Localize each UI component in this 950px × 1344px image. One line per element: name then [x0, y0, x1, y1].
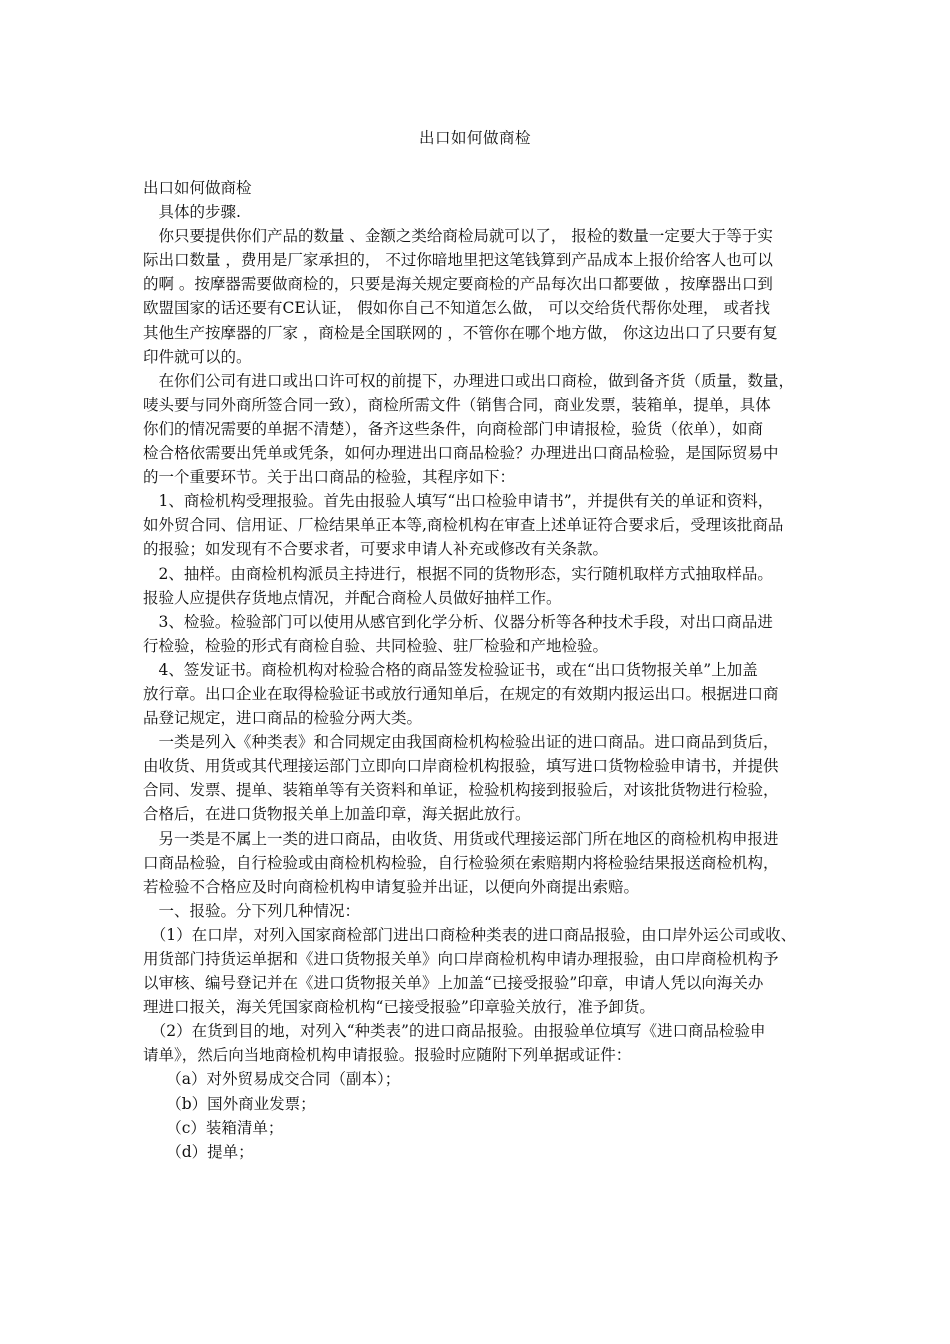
document-title: 出口如何做商检 — [418, 129, 531, 147]
text-line: （1）在口岸，对列入国家商检部门进出口商检种类表的进口商品报验，由口岸外运公司或收、 — [143, 925, 797, 944]
document-body — [143, 176, 828, 1164]
text-line: 印件就可以的。 — [143, 347, 252, 366]
text-line: （d）提单； — [143, 1142, 254, 1161]
text-line: 一类是列入《种类表》和合同规定由我国商检机构检验出证的进口商品。进口商品到货后， — [143, 733, 779, 752]
text-line: 1、商检机构受理报验。首先由报验人填写“出口检验申请书”，并提供有关的单证和资料， — [143, 492, 774, 511]
text-line: 你只要提供你们产品的数量 、金额之类给商检局就可以了， 报检的数量一定要大于等于实 — [143, 227, 773, 246]
text-line: 的报验；如发现有不合要求者，可要求申请人补充或修改有关条款。 — [143, 540, 609, 559]
text-line: 请单》，然后向当地商检机构申请报验。报验时应随附下列单据或证件： — [143, 1046, 632, 1065]
text-line: 以审核、编号登记并在《进口货物报关单》上加盖“已接受报验”印章，申请人凭以向海关办 — [143, 974, 764, 993]
text-line: 唛头要与同外商所签合同一致），商检所需文件（销售合同，商业发票，装箱单，提单，具体 — [143, 395, 771, 414]
text-line: 你们的情况需要的单据不清楚），备齐这些条件，向商检部门申请报检，验货（依单），如商 — [143, 419, 764, 438]
text-line: （b）国外商业发票； — [143, 1094, 316, 1113]
text-line: 口商品检验，自行检验或由商检机构检验，自行检验须在索赔期内将检验结果报送商检机构， — [143, 853, 779, 872]
text-line: 出口如何做商检 — [143, 179, 252, 197]
text-line: 合格后，在进口货物报关单上加盖印章，海关据此放行。 — [143, 805, 531, 824]
text-line: 放行章。出口企业在取得检验证书或放行通知单后，在规定的有效期内报运出口。根据进口商 — [143, 684, 779, 703]
text-line: 3、检验。检验部门可以使用从感官到化学分析、仪器分析等各种技术手段，对出口商品进 — [143, 612, 773, 631]
text-line: 检合格依需要出凭单或凭条，如何办理进出口商品检验？办理进出口商品检验，是国际贸易中 — [143, 444, 779, 463]
text-line: 2、抽样。由商检机构派员主持进行，根据不同的货物形态，实行随机取样方式抽取样品。 — [143, 564, 773, 583]
text-line: 在你们公司有进口或出口许可权的前提下，办理进口或出口商检，做到备齐货（质量，数量， — [143, 371, 795, 390]
text-line: （2）在货到目的地，对列入“种类表”的进口商品报验。由报验单位填写《进口商品检验申 — [143, 1022, 766, 1041]
text-line: 行检验，检验的形式有商检自验、共同检验、驻厂检验和产地检验。 — [143, 636, 609, 655]
text-line: 4、签发证书。商检机构对检验合格的商品签发检验证书，或在“出口货物报关单”上加盖 — [143, 660, 758, 679]
text-line: 报验人应提供存货地点情况，并配合商检人员做好抽样工作。 — [143, 588, 562, 607]
text-line: 用货部门持货运单据和《进口货物报关单》向口岸商检机构申请办理报验，由口岸商检机构予 — [143, 950, 779, 968]
text-line: 际出口数量 ，费用是厂家承担的， 不过你暗地里把这笔钱算到产品成本上报价给客人也可以 — [143, 251, 773, 270]
text-line: 理进口报关，海关凭国家商检机构“已接受报验”印章验关放行，准予卸货。 — [143, 998, 655, 1017]
text-line: 具体的步骤. — [143, 203, 241, 222]
text-line: 品登记规定，进口商品的检验分两大类。 — [143, 709, 423, 728]
text-line: 一、报验。分下列几种情况： — [143, 901, 361, 920]
text-line: 合同、发票、提单、装箱单等有关资料和单证，检验机构接到报验后，对该批货物进行检验， — [143, 781, 779, 800]
text-line: （c）装箱清单； — [143, 1118, 284, 1137]
text-line: 另一类是不属上一类的进口商品，由收货、用货或代理接运部门所在地区的商检机构申报进 — [143, 829, 779, 848]
text-line: （a）对外贸易成交合同（副本）； — [143, 1070, 401, 1089]
text-line: 其他生产按摩器的厂家 ，商检是全国联网的 ，不管你在哪个地方做， 你这边出口了只要有复 — [143, 323, 778, 342]
text-line: 的啊 。按摩器需要做商检的，只要是海关规定要商检的产品每次出口都要做 ，按摩器出口到 — [143, 275, 773, 294]
text-line: 若检验不合格应及时向商检机构申请复验并出证，以便向外商提出索赔。 — [143, 877, 640, 896]
text-line: 欧盟国家的话还要有CE认证， 假如你自己不知道怎么做， 可以交给货代帮你处理， 或者找 — [143, 299, 770, 318]
text-line: 如外贸合同、信用证、厂检结果单正本等,商检机构在审查上述单证符合要求后，受理该批商品 — [143, 516, 784, 535]
text-line: 的一个重要环节。关于出口商品的检验，其程序如下： — [143, 468, 516, 487]
text-line: 由收货、用货或其代理接运部门立即向口岸商检机构报验，填写进口货物检验申请书，并提供 — [143, 757, 779, 776]
